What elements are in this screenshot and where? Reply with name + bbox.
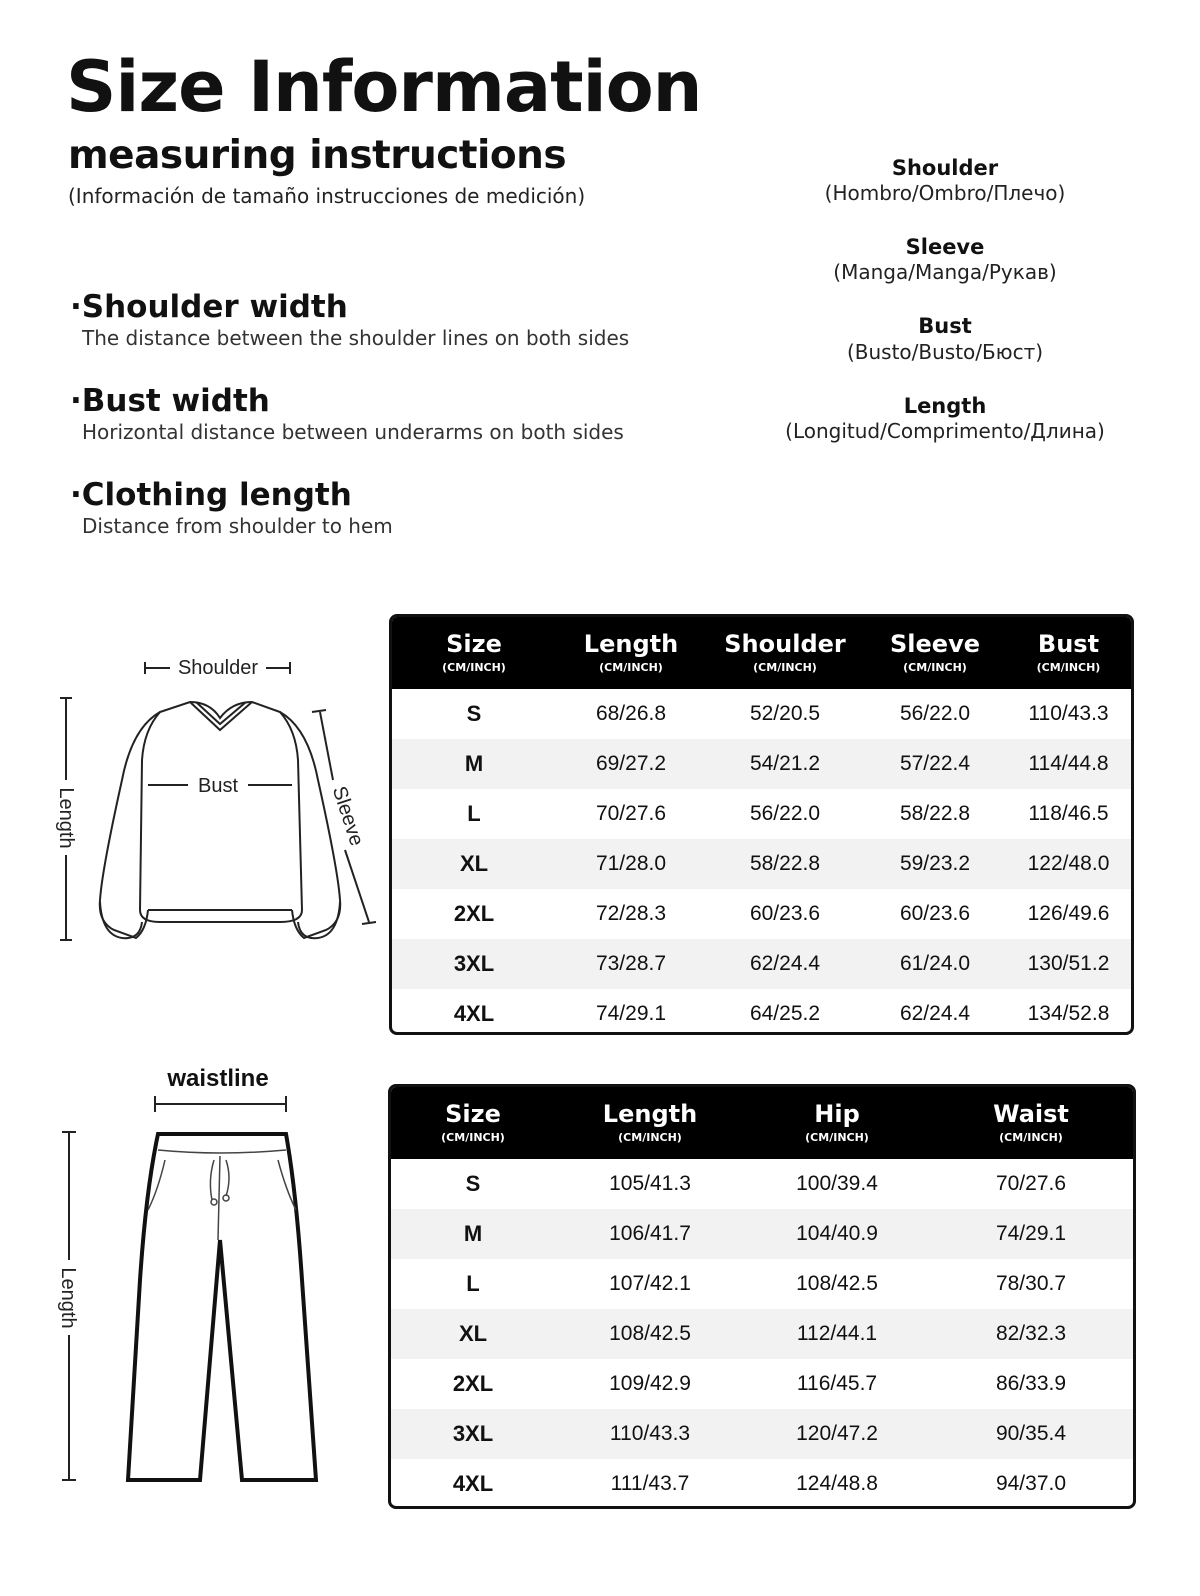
- size-cell: S: [465, 1171, 481, 1196]
- waist-cell: 94/37.0: [995, 1472, 1067, 1495]
- table-row: [391, 1359, 1133, 1409]
- hip-cell: 100/39.4: [796, 1172, 878, 1195]
- sleeve-cell: 58/22.8: [899, 802, 971, 825]
- shoulder-cell: 54/21.2: [706, 739, 864, 789]
- bottom-size-table: [388, 1084, 1136, 1509]
- sweatshirt-illustration: [40, 640, 390, 960]
- bust-cell: 118/46.5: [1028, 802, 1109, 825]
- shoulder-cell: 60/23.6: [749, 902, 821, 925]
- hip-cell: 112/44.1: [745, 1309, 929, 1359]
- sleeve-cell: 59/23.2: [864, 839, 1006, 889]
- column-header-size: Size (CM/INCH): [392, 617, 556, 689]
- size-cell: 3XL: [392, 939, 556, 989]
- waist-cell: 82/32.3: [929, 1309, 1133, 1359]
- table-row: [392, 939, 1131, 989]
- definition-bust-width: [70, 384, 710, 444]
- length-cell: 71/28.0: [556, 839, 706, 889]
- table-row: [391, 1309, 1133, 1359]
- sleeve-cell: 62/24.4: [899, 1002, 971, 1025]
- bust-cell: 130/51.2: [1006, 939, 1131, 989]
- definition-title: ·Bust width: [70, 383, 270, 420]
- column-header-hip: Hip (CM/INCH): [745, 1087, 929, 1159]
- waist-cell: 74/29.1: [929, 1209, 1133, 1259]
- waist-cell: 86/33.9: [995, 1372, 1067, 1395]
- top-size-table: [389, 614, 1134, 1035]
- size-cell: S: [466, 701, 482, 726]
- definition-title: ·Shoulder width: [70, 289, 348, 325]
- size-cell: 4XL: [453, 1001, 495, 1026]
- legend-length: [760, 394, 1130, 443]
- length-cell: 105/41.3: [609, 1172, 691, 1195]
- pants-illustration: [40, 1060, 340, 1490]
- length-cell: 107/42.1: [609, 1272, 691, 1295]
- legend-translation: (Longitud/Comprimento/Длина): [785, 418, 1105, 443]
- length-label: Length: [57, 1267, 79, 1329]
- definition-desc: The distance between the shoulder lines on both sides: [82, 326, 630, 351]
- shoulder-cell: 58/22.8: [706, 839, 864, 889]
- column-header-bust: Bust (CM/INCH): [1006, 617, 1131, 689]
- size-cell: XL: [391, 1309, 555, 1359]
- table-row: [391, 1459, 1133, 1509]
- shoulder-label: Shoulder: [177, 657, 259, 679]
- column-header-waist: Waist (CM/INCH): [929, 1087, 1133, 1159]
- table-row: [392, 789, 1131, 839]
- size-cell: M: [391, 1209, 555, 1259]
- table-row: [392, 689, 1131, 739]
- definition-desc: Distance from shoulder to hem: [82, 514, 393, 539]
- waistline-label: waistline: [167, 1065, 269, 1092]
- table-row: [391, 1159, 1133, 1209]
- sleeve-cell: 61/24.0: [864, 939, 1006, 989]
- bust-cell: 114/44.8: [1006, 739, 1131, 789]
- table-row: [392, 739, 1131, 789]
- hip-cell: 120/47.2: [745, 1409, 929, 1459]
- column-header-shoulder: Shoulder (CM/INCH): [706, 617, 864, 689]
- shoulder-cell: 62/24.4: [706, 939, 864, 989]
- sleeve-cell: 57/22.4: [864, 739, 1006, 789]
- length-cell: 68/26.8: [595, 702, 667, 725]
- definition-clothing-length: [70, 478, 710, 538]
- legend-label: Length: [903, 393, 987, 418]
- legend-label: Shoulder: [891, 156, 999, 180]
- sleeve-label: Sleeve: [327, 783, 368, 849]
- bust-cell: 126/49.6: [1027, 902, 1110, 925]
- length-cell: 109/42.9: [609, 1372, 691, 1395]
- length-cell: 110/43.3: [555, 1409, 745, 1459]
- page-subtitle: measuring instructions: [68, 133, 567, 178]
- hip-cell: 124/48.8: [796, 1472, 878, 1495]
- sleeve-cell: 60/23.6: [899, 902, 971, 925]
- definition-desc: Horizontal distance between underarms on both sides: [82, 420, 624, 445]
- column-header-length: Length (CM/INCH): [556, 617, 706, 689]
- waist-cell: 70/27.6: [995, 1172, 1067, 1195]
- waist-cell: 78/30.7: [995, 1272, 1067, 1295]
- length-cell: 73/28.7: [556, 939, 706, 989]
- size-cell: XL: [392, 839, 556, 889]
- size-cell: 4XL: [452, 1471, 494, 1496]
- length-label: Length: [55, 787, 77, 849]
- length-cell: 74/29.1: [595, 1002, 667, 1025]
- size-cell: 2XL: [453, 901, 495, 926]
- size-cell: 2XL: [452, 1371, 494, 1396]
- table-header-row: [391, 1087, 1133, 1159]
- shoulder-cell: 64/25.2: [749, 1002, 821, 1025]
- size-cell: L: [467, 801, 481, 826]
- legend-label: Sleeve: [905, 235, 985, 260]
- measurement-legend: [760, 156, 1130, 473]
- table-row: [391, 1409, 1133, 1459]
- table-row: [391, 1209, 1133, 1259]
- table-header-row: [392, 617, 1131, 689]
- page-subtitle-translation: (Información de tamaño instrucciones de medición): [68, 184, 586, 208]
- legend-label: Bust: [918, 314, 972, 339]
- column-header-sleeve: Sleeve (CM/INCH): [864, 617, 1006, 689]
- bust-cell: 110/43.3: [1028, 702, 1109, 725]
- bust-cell: 134/52.8: [1027, 1002, 1110, 1025]
- sleeve-cell: 56/22.0: [899, 702, 971, 725]
- size-cell: M: [392, 739, 556, 789]
- length-cell: 70/27.6: [595, 802, 667, 825]
- table-row: [391, 1259, 1133, 1309]
- bust-label: Bust: [197, 775, 239, 797]
- column-header-size: Size (CM/INCH): [391, 1087, 555, 1159]
- length-cell: 69/27.2: [556, 739, 706, 789]
- length-cell: 72/28.3: [595, 902, 667, 925]
- waist-cell: 90/35.4: [929, 1409, 1133, 1459]
- definition-title: ·Clothing length: [70, 477, 352, 514]
- definition-shoulder-width: [70, 290, 710, 350]
- size-cell: 3XL: [391, 1409, 555, 1459]
- legend-shoulder: [760, 156, 1130, 205]
- size-cell: L: [466, 1271, 480, 1296]
- shoulder-cell: 56/22.0: [749, 802, 821, 825]
- shoulder-cell: 52/20.5: [749, 702, 821, 725]
- column-header-length: Length (CM/INCH): [555, 1087, 745, 1159]
- legend-translation: (Manga/Manga/Рукав): [833, 260, 1057, 285]
- bust-cell: 122/48.0: [1006, 839, 1131, 889]
- table-row: [392, 889, 1131, 939]
- legend-sleeve: [760, 235, 1130, 284]
- table-row: [392, 989, 1131, 1035]
- page-title: Size Information: [66, 46, 702, 128]
- length-cell: 108/42.5: [555, 1309, 745, 1359]
- hip-cell: 116/45.7: [796, 1372, 878, 1395]
- legend-bust: [760, 314, 1130, 363]
- table-row: [392, 839, 1131, 889]
- legend-translation: (Busto/Busto/Бюст): [846, 339, 1044, 364]
- length-cell: 106/41.7: [555, 1209, 745, 1259]
- measurement-definitions: [70, 290, 710, 572]
- length-cell: 111/43.7: [610, 1472, 690, 1495]
- hip-cell: 108/42.5: [796, 1272, 878, 1295]
- hip-cell: 104/40.9: [745, 1209, 929, 1259]
- legend-translation: (Hombro/Ombro/Плечо): [824, 181, 1066, 206]
